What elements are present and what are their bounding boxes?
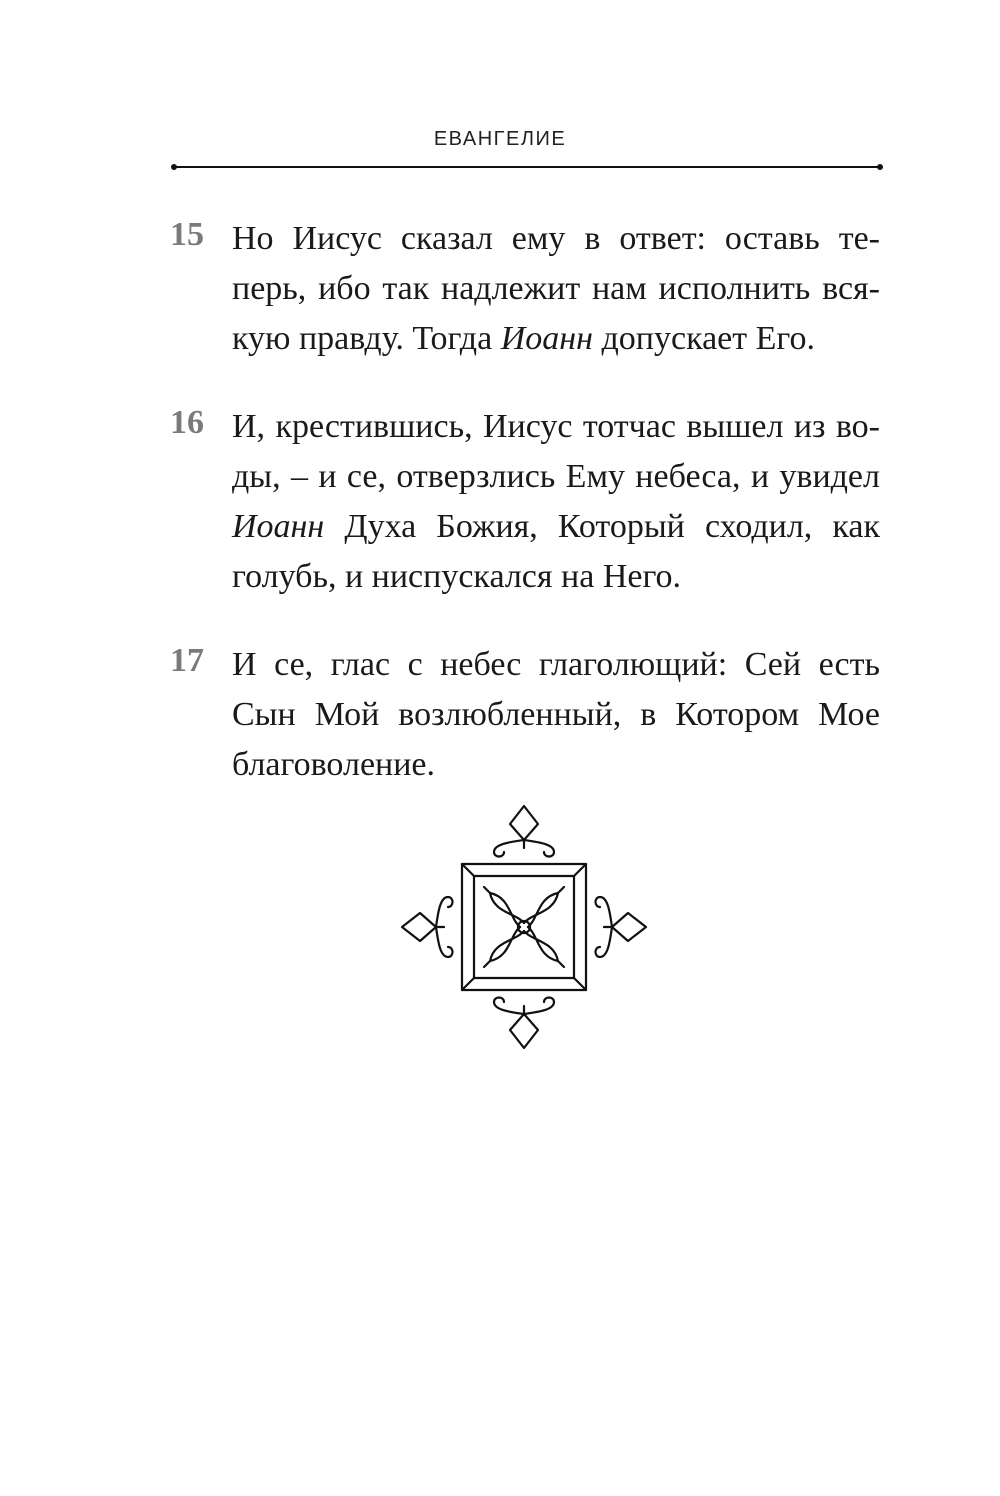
verse-number: 15 <box>170 216 204 253</box>
running-header: ЕВАНГЕЛИЕ <box>433 128 567 150</box>
verse-16 <box>0 402 1000 602</box>
verse-line: Иоанн Духа Божия, Который сходил, как <box>232 508 880 545</box>
verse-line: благоволение. <box>232 746 436 783</box>
verse-line: И се, глас с небес глаголющий: Сей есть <box>232 646 880 683</box>
verse-text <box>232 640 880 790</box>
header-rule <box>174 166 880 168</box>
verse-line: голубь, и ниспускался на Него. <box>232 558 682 595</box>
verse-line: Сын Мой возлюбленный, в Котором Мое <box>232 696 880 733</box>
ornament-cross-icon <box>398 800 648 1054</box>
verse-number: 17 <box>170 642 204 679</box>
rule-dot-right <box>877 164 883 170</box>
verse-15 <box>0 214 1000 364</box>
verse-text <box>232 214 880 364</box>
verse-17 <box>0 640 1000 790</box>
italic-name: Иоанн <box>500 320 593 357</box>
verses-list <box>0 214 1000 828</box>
verse-line: кую правду. Тогда Иоанн допускает Его. <box>232 320 815 357</box>
rule-dot-left <box>171 164 177 170</box>
verse-line: Но Иисус сказал ему в ответ: оставь те- <box>232 220 880 257</box>
verse-line: И, крестившись, Иисус тотчас вышел из во- <box>232 408 880 445</box>
verse-line: ды, – и се, отверзлись Ему небеса, и увидел <box>232 458 880 495</box>
verse-number: 16 <box>170 404 204 441</box>
verse-line: перь, ибо так надлежит нам исполнить вся- <box>232 270 880 307</box>
italic-name: Иоанн <box>232 508 325 545</box>
verse-text <box>232 402 880 602</box>
